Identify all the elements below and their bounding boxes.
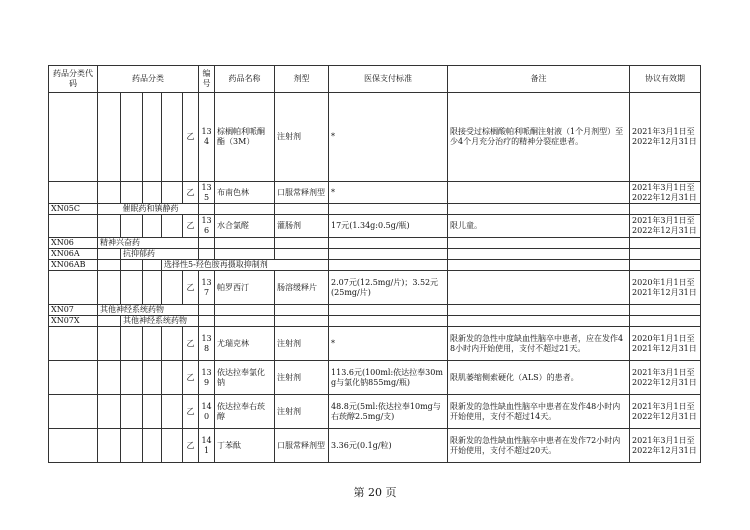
drug-class: 乙 <box>183 93 199 182</box>
drug-remark <box>448 182 630 204</box>
section-code: XN05C <box>49 204 98 215</box>
drug-no: 136 <box>199 215 215 238</box>
header-remark: 备注 <box>448 66 630 93</box>
header-form: 剂型 <box>275 66 329 93</box>
drug-name: 布南色林 <box>215 182 275 204</box>
drug-standard: 2.07元(12.5mg/片)；3.52元(25mg/片) <box>329 271 448 305</box>
drug-class: 乙 <box>183 429 199 463</box>
drug-validity: 2021年3月1日至2022年12月31日 <box>630 93 701 182</box>
drug-no: 138 <box>199 327 215 361</box>
header-name: 药品名称 <box>215 66 275 93</box>
table-row <box>49 361 701 395</box>
drug-name: 丁苯酞 <box>215 429 275 463</box>
header-code: 药品分类代码 <box>49 66 98 93</box>
drug-no: 135 <box>199 182 215 204</box>
drug-form: 注射剂 <box>275 93 329 182</box>
drug-validity: 2021年3月1日至2022年12月31日 <box>630 429 701 463</box>
drug-form: 口服常释剂型 <box>275 182 329 204</box>
table-row <box>49 395 701 429</box>
drug-table <box>48 65 701 463</box>
header-no: 编号 <box>199 66 215 93</box>
section-row <box>49 305 701 316</box>
header-category: 药品分类 <box>98 66 199 93</box>
page-number: 第 20 页 <box>353 486 397 499</box>
section-code: XN06AB <box>49 260 98 271</box>
drug-validity: 2021年3月1日至2022年12月31日 <box>630 215 701 238</box>
drug-name: 依达拉奉右莰醇 <box>215 395 275 429</box>
section-code: XN07X <box>49 316 98 327</box>
drug-form: 肠溶缓释片 <box>275 271 329 305</box>
drug-form: 口服常释剂型 <box>275 429 329 463</box>
table-row <box>49 271 701 305</box>
table-row <box>49 93 701 182</box>
section-label: 其他神经系统药物 <box>98 305 199 316</box>
section-label: 抗抑郁药 <box>121 249 199 260</box>
drug-no: 140 <box>199 395 215 429</box>
section-code: XN06A <box>49 249 98 260</box>
section-label: 其他神经系统药物 <box>121 316 199 327</box>
header-row <box>49 66 701 93</box>
table-row <box>49 182 701 204</box>
drug-class: 乙 <box>183 215 199 238</box>
drug-form: 注射剂 <box>275 395 329 429</box>
drug-class: 乙 <box>183 182 199 204</box>
drug-no: 139 <box>199 361 215 395</box>
drug-name: 帕罗西汀 <box>215 271 275 305</box>
drug-standard: * <box>329 93 448 182</box>
section-row <box>49 260 701 271</box>
section-label: 催眠药和镇静药 <box>121 204 199 215</box>
drug-standard: 113.6元(100ml:依达拉奉30mg与氯化钠855mg/瓶) <box>329 361 448 395</box>
drug-no: 134 <box>199 93 215 182</box>
drug-standard: * <box>329 182 448 204</box>
section-code: XN07 <box>49 305 98 316</box>
drug-class: 乙 <box>183 271 199 305</box>
section-row <box>49 316 701 327</box>
drug-name: 尤瑞克林 <box>215 327 275 361</box>
drug-remark: 限新发的急性中度缺血性脑卒中患者，应在发作48小时内开始使用，支付不超过21天。 <box>448 327 630 361</box>
drug-validity: 2021年3月1日至2022年12月31日 <box>630 395 701 429</box>
header-standard: 医保支付标准 <box>329 66 448 93</box>
drug-validity: 2020年1月1日至2021年12月31日 <box>630 327 701 361</box>
drug-standard: * <box>329 327 448 361</box>
drug-remark <box>448 271 630 305</box>
section-label: 精神兴奋药 <box>98 238 199 249</box>
drug-validity: 2021年3月1日至2022年12月31日 <box>630 361 701 395</box>
drug-validity: 2020年1月1日至2021年12月31日 <box>630 271 701 305</box>
drug-standard: 3.36元(0.1g/粒) <box>329 429 448 463</box>
table-row <box>49 215 701 238</box>
section-row <box>49 204 701 215</box>
drug-name: 依达拉奉氯化钠 <box>215 361 275 395</box>
drug-standard: 48.8元(5ml:依达拉奉10mg与右莰醇2.5mg/支) <box>329 395 448 429</box>
drug-remark: 限接受过棕榈酸帕利哌酮注射液（1个月剂型）至少4个月充分治疗的精神分裂症患者。 <box>448 93 630 182</box>
drug-standard: 17元(1.34g:0.5g/瓶) <box>329 215 448 238</box>
drug-form: 注射剂 <box>275 361 329 395</box>
drug-name: 水合氯醛 <box>215 215 275 238</box>
drug-name: 棕榈帕利哌酮酯（3M） <box>215 93 275 182</box>
section-code: XN06 <box>49 238 98 249</box>
section-row <box>49 238 701 249</box>
drug-form: 注射剂 <box>275 327 329 361</box>
drug-form: 灌肠剂 <box>275 215 329 238</box>
drug-remark: 限新发的急性缺血性脑卒中患者在发作48小时内开始使用，支付不超过14天。 <box>448 395 630 429</box>
drug-no: 137 <box>199 271 215 305</box>
drug-remark: 限肌萎缩侧索硬化（ALS）的患者。 <box>448 361 630 395</box>
header-validity: 协议有效期 <box>630 66 701 93</box>
drug-no: 141 <box>199 429 215 463</box>
drug-validity: 2021年3月1日至2022年12月31日 <box>630 182 701 204</box>
drug-remark: 限儿童。 <box>448 215 630 238</box>
table-row <box>49 327 701 361</box>
drug-class: 乙 <box>183 361 199 395</box>
drug-remark: 限新发的急性缺血性脑卒中患者在发作72小时内开始使用，支付不超过20天。 <box>448 429 630 463</box>
section-label: 选择性5-羟色胺再摄取抑制剂 <box>162 260 329 271</box>
drug-class: 乙 <box>183 395 199 429</box>
drug-class: 乙 <box>183 327 199 361</box>
section-row <box>49 249 701 260</box>
table-row <box>49 429 701 463</box>
